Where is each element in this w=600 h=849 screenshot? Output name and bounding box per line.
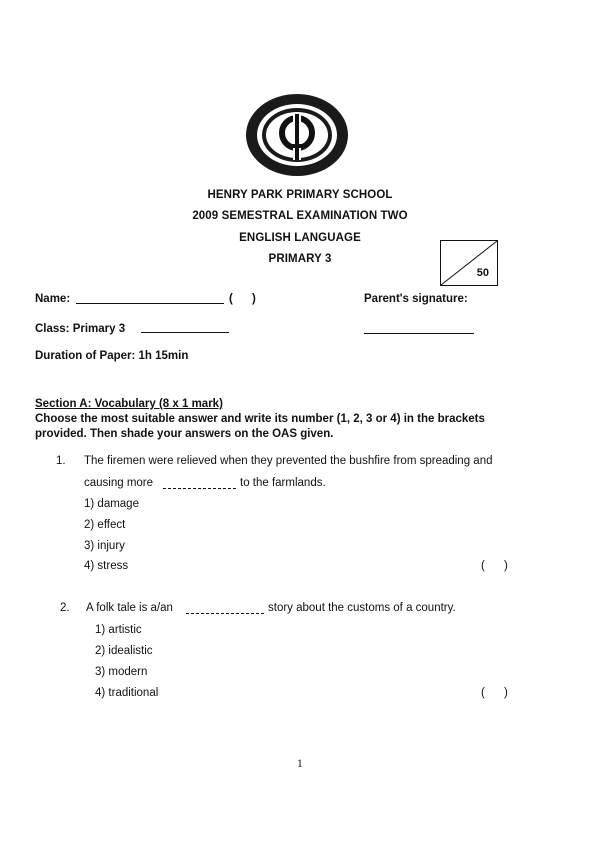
score-max: 50 xyxy=(476,267,489,279)
question-2-answer-brackets[interactable]: ( ) xyxy=(481,687,508,699)
subject-title: ENGLISH LANGUAGE xyxy=(239,232,361,244)
question-2-text-after-blank: story about the customs of a country. xyxy=(268,602,456,614)
section-a-instruction-2: provided. Then shade your answers on the OAS given. xyxy=(35,428,334,440)
question-1-text-after-blank: to the farmlands. xyxy=(240,477,326,489)
question-2-option-4: 4) traditional xyxy=(95,687,159,699)
question-2-number: 2. xyxy=(60,602,70,614)
class-field[interactable] xyxy=(141,332,229,333)
score-box xyxy=(440,240,498,286)
class-label: Class: Primary 3 xyxy=(35,323,126,335)
question-1-number: 1. xyxy=(56,455,66,467)
name-label: Name: xyxy=(35,293,71,305)
question-1-text: The firemen were relieved when they prevented the bushfire from spreading and xyxy=(84,455,493,467)
question-1-option-4: 4) stress xyxy=(84,560,129,572)
question-2-text-before-blank: A folk tale is a/an xyxy=(86,602,173,614)
parent-signature-field[interactable] xyxy=(364,333,474,334)
question-2-option-3: 3) modern xyxy=(95,666,148,678)
question-2-option-2: 2) idealistic xyxy=(95,645,153,657)
question-1-option-2: 2) effect xyxy=(84,519,126,531)
school-logo xyxy=(244,92,350,178)
name-brackets: ( ) xyxy=(229,293,256,305)
name-field[interactable] xyxy=(76,303,224,304)
section-a-instruction-1: Choose the most suitable answer and write its number (1, 2, 3 or 4) in the brackets xyxy=(35,413,485,425)
question-2-option-1: 1) artistic xyxy=(95,624,142,636)
question-1-option-3: 3) injury xyxy=(84,540,125,552)
question-1-blank xyxy=(163,488,236,489)
level-title: PRIMARY 3 xyxy=(268,253,332,265)
question-1-option-1: 1) damage xyxy=(84,498,139,510)
question-2-blank xyxy=(186,613,264,614)
exam-title: 2009 SEMESTRAL EXAMINATION TWO xyxy=(192,210,408,222)
question-1-answer-brackets[interactable]: ( ) xyxy=(481,560,508,572)
parent-signature-label: Parent's signature: xyxy=(364,293,468,305)
duration-label: Duration of Paper: 1h 15min xyxy=(35,350,189,362)
page-number: 1 xyxy=(297,758,303,770)
school-name: HENRY PARK PRIMARY SCHOOL xyxy=(207,189,393,201)
question-1-text-before-blank: causing more xyxy=(84,477,154,489)
section-a-title: Section A: Vocabulary (8 x 1 mark) xyxy=(35,398,223,410)
